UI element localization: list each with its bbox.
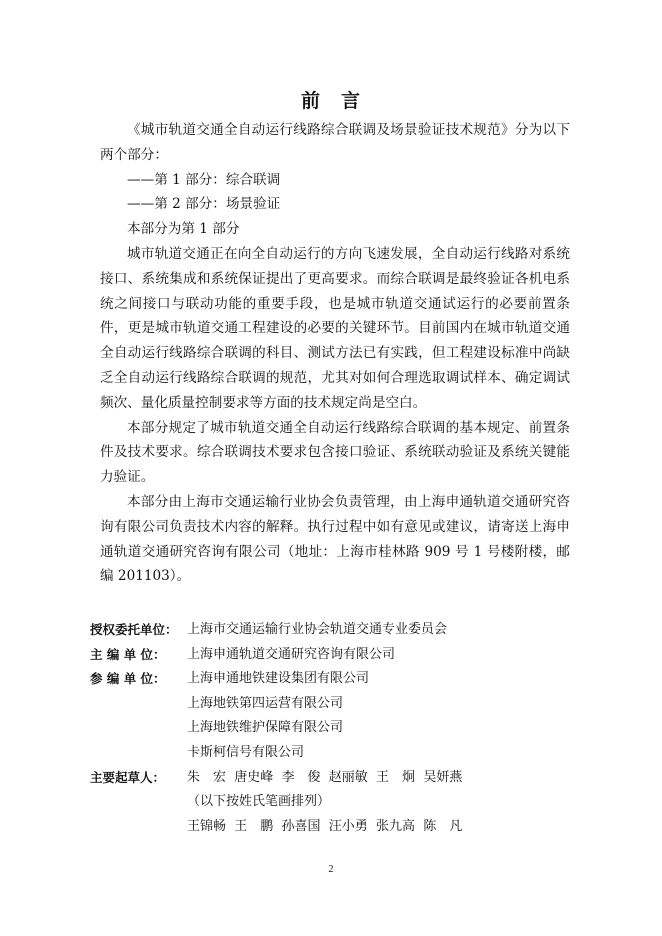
drafters-note: （以下按姓氏笔画排列） [187,794,331,810]
participant-unit: 上海申通地铁建设集团有限公司 [187,671,370,687]
participants-row [90,667,580,765]
authorship-block [90,618,580,839]
part-1-item: ——第 1 部分：综合联调 [127,171,281,188]
page-title: 前 言 [300,90,361,112]
commission-row [90,618,580,643]
participant-unit: 上海地铁第四运营有限公司 [187,695,344,711]
intro-paragraph: 《城市轨道交通全自动运行线路综合联调及场景验证技术规范》分为以下两个部分： [100,122,570,163]
participant-unit: 卡斯柯信号有限公司 [187,744,305,760]
management-paragraph: 本部分由上海市交通运输行业协会负责管理，由上海申通轨道交通研究咨询有限公司负责技术内容的解释。执行过程中如有意见或建议，请寄送上海申通轨道交通研究咨询有限公司（地址：上海市桂林路 909 号 1 号楼附楼，邮编 201103）。 [100,493,570,585]
commission-value: 上海市交通运输行业协会轨道交通专业委员会 [187,622,448,637]
participants-label: 参 编 单 位： [90,671,166,687]
drafters-line-1: 朱 宏 唐史峰 李 俊 赵丽敏 王 炯 吴妍燕 [187,769,463,785]
scope-paragraph: 本部分规定了城市轨道交通全自动运行线路综合联调的基本规定、前置条件及技术要求。综合联调技术要求包含接口验证、系统联动验证及系统关键能力验证。 [100,419,570,486]
foreword-body [100,118,570,589]
participant-unit: 上海地铁维护保障有限公司 [187,720,344,736]
commission-label: 授权委托单位： [90,622,178,637]
this-part-line: 本部分为第 1 部分 [127,221,240,238]
background-paragraph: 城市轨道交通正在向全自动运行的方向飞速发展，全自动运行线路对系统接口、系统集成和系统保证提出了更高要求。而综合联调是最终验证各机电系统之间接口与联动功能的重要手段，也是城市轨道交通试运行的必要前置条件，更是城市轨道交通工程建设的必要的关键环节。目前国内在城市轨道交通全自动运行线路综合联调的科目、测试方法已有实践，但工程建设标准中尚缺乏全自动运行线路综合联调的规范，尤其对如何合理选取调试样本、确定调试频次、量化质量控制要求等方面的技术规定尚是空白。 [100,245,570,411]
editor-label: 主 编 单 位： [90,646,166,662]
drafters-row [90,766,580,840]
drafters-line-2: 王锦畅 王 鹏 孙喜国 汪小勇 张九高 陈 凡 [187,818,463,834]
part-2-item: ——第 2 部分：场景验证 [127,196,281,213]
editor-value: 上海申通轨道交通研究咨询有限公司 [187,646,396,662]
editor-row [90,643,580,668]
page-number: 2 [328,864,334,875]
drafters-label: 主要起草人： [90,769,166,785]
